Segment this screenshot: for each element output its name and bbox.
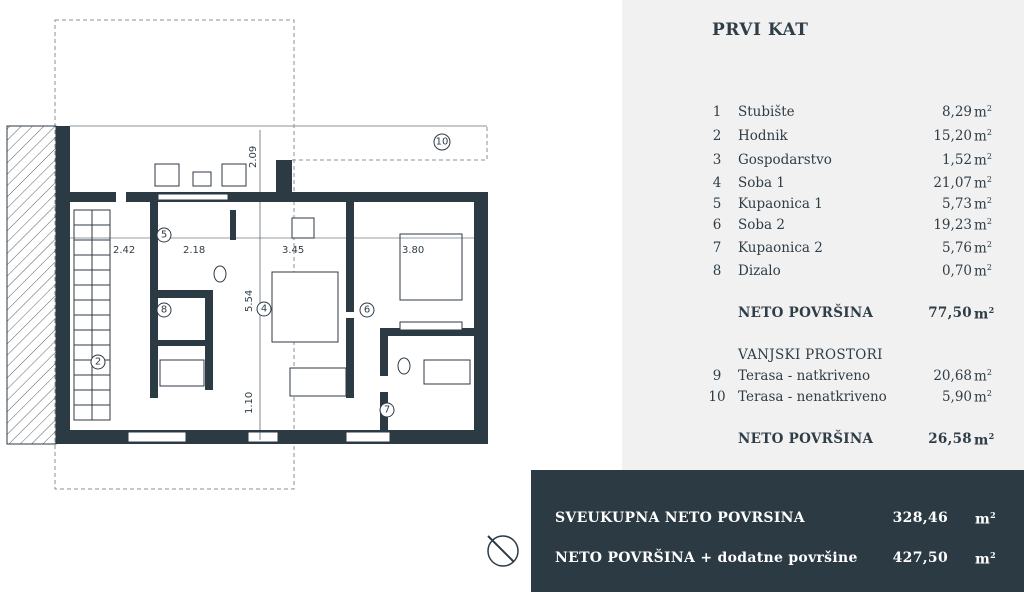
room-name: Terasa - nenatkriveno <box>738 389 887 405</box>
dim-label: 1.10 <box>244 391 255 414</box>
room-row <box>622 128 1024 148</box>
room-number: 1 <box>712 104 722 120</box>
exterior-row <box>622 389 1024 409</box>
terrace-outline <box>292 126 487 160</box>
room-marker: 8 <box>160 304 168 316</box>
room-area: 20,68 <box>933 368 972 384</box>
room-marker: 4 <box>260 303 268 315</box>
interior-total-row <box>622 305 1024 325</box>
exterior-total-area: 26,58 <box>928 431 972 447</box>
bed-room-4 <box>272 272 338 342</box>
room-area: 5,90 <box>941 389 972 405</box>
room-number: 6 <box>712 217 722 233</box>
room-number: 7 <box>712 240 722 256</box>
interior-total-area: 77,50 <box>928 305 972 321</box>
room-row <box>622 240 1024 260</box>
dim-label: 2.18 <box>183 245 206 256</box>
area-unit: $m^2$ <box>974 175 992 192</box>
dim-label: 3.80 <box>402 245 425 256</box>
exterior-total-label: NETO POVRŠINA <box>738 431 874 447</box>
chair <box>292 218 314 238</box>
armchair-right <box>222 164 246 186</box>
summary-label: SVEUKUPNA NETO POVRSINA <box>555 510 805 526</box>
toilet-2 <box>398 358 410 374</box>
area-unit: $m^2$ <box>975 550 996 568</box>
exterior-row <box>622 368 1024 388</box>
room-number: 5 <box>712 196 722 212</box>
room-number: 8 <box>712 263 722 279</box>
room-number: 2 <box>712 128 722 144</box>
area-unit: $m^2$ <box>974 104 992 121</box>
bed-room-6 <box>400 234 462 300</box>
side-table <box>193 172 211 186</box>
shower <box>160 360 204 386</box>
area-unit: $m^2$ <box>974 240 992 257</box>
room-number: 10 <box>708 389 726 405</box>
room-area: 5,76 <box>941 240 972 256</box>
area-unit: $m^2$ <box>974 263 992 280</box>
room-row <box>622 104 1024 124</box>
armchair-left <box>155 164 179 186</box>
area-unit: $m^2$ <box>974 389 992 406</box>
room-row <box>622 196 1024 216</box>
dim-label: 2.09 <box>248 145 259 168</box>
summary-label: NETO POVRŠINA + dodatne površine <box>555 550 858 566</box>
room-area: 19,23 <box>933 217 972 233</box>
exterior-heading: VANJSKI PROSTORI <box>738 347 883 363</box>
area-unit: $m^2$ <box>974 152 992 169</box>
dim-label: 5.54 <box>244 289 255 312</box>
dim-label: 2.42 <box>113 245 136 256</box>
room-area: 21,07 <box>933 175 972 191</box>
area-unit: $m^2$ <box>974 305 995 323</box>
area-unit: $m^2$ <box>974 368 992 385</box>
north-arrow-icon <box>488 536 518 566</box>
room-area: 0,70 <box>941 263 972 279</box>
staircase <box>74 210 110 420</box>
summary-row <box>531 550 1024 572</box>
area-unit: $m^2$ <box>974 196 992 213</box>
room-number: 9 <box>712 368 722 384</box>
exterior-total-row <box>622 431 1024 451</box>
room-name: Soba 2 <box>738 217 785 233</box>
room-marker: 7 <box>383 404 391 416</box>
room-name: Dizalo <box>738 263 781 279</box>
room-area: 15,20 <box>933 128 972 144</box>
room-row <box>622 217 1024 237</box>
sofa <box>290 368 346 396</box>
room-marker: 2 <box>94 356 102 368</box>
summary-area: 427,50 <box>892 550 948 566</box>
room-markers <box>91 134 450 417</box>
dim-label: 3.45 <box>282 245 305 256</box>
summary-area: 328,46 <box>892 510 948 526</box>
room-number: 4 <box>712 175 722 191</box>
room-name: Soba 1 <box>738 175 785 191</box>
toilet <box>214 266 226 282</box>
summary-box <box>531 470 1024 592</box>
hatched-wall <box>7 126 56 444</box>
area-unit: $m^2$ <box>974 431 995 449</box>
room-row <box>622 152 1024 172</box>
room-marker: 5 <box>160 229 168 241</box>
room-area: 8,29 <box>941 104 972 120</box>
room-marker: 6 <box>363 304 371 316</box>
room-area: 5,73 <box>941 196 972 212</box>
cabinet <box>400 322 462 330</box>
room-name: Hodnik <box>738 128 788 144</box>
area-unit: $m^2$ <box>974 128 992 145</box>
room-name: Kupaonica 2 <box>738 240 823 256</box>
room-row <box>622 175 1024 195</box>
summary-row <box>531 510 1024 532</box>
floor-title: PRVI KAT <box>712 20 809 40</box>
room-name: Gospodarstvo <box>738 152 832 168</box>
room-name: Terasa - natkriveno <box>738 368 871 384</box>
room-name: Kupaonica 1 <box>738 196 823 212</box>
bathtub <box>424 360 470 384</box>
room-area: 1,52 <box>941 152 972 168</box>
room-marker: 10 <box>435 136 449 148</box>
area-unit: $m^2$ <box>975 510 996 528</box>
room-name: Stubište <box>738 104 795 120</box>
room-row <box>622 263 1024 283</box>
area-unit: $m^2$ <box>974 217 992 234</box>
interior-total-label: NETO POVRŠINA <box>738 305 874 321</box>
room-number: 3 <box>712 152 722 168</box>
